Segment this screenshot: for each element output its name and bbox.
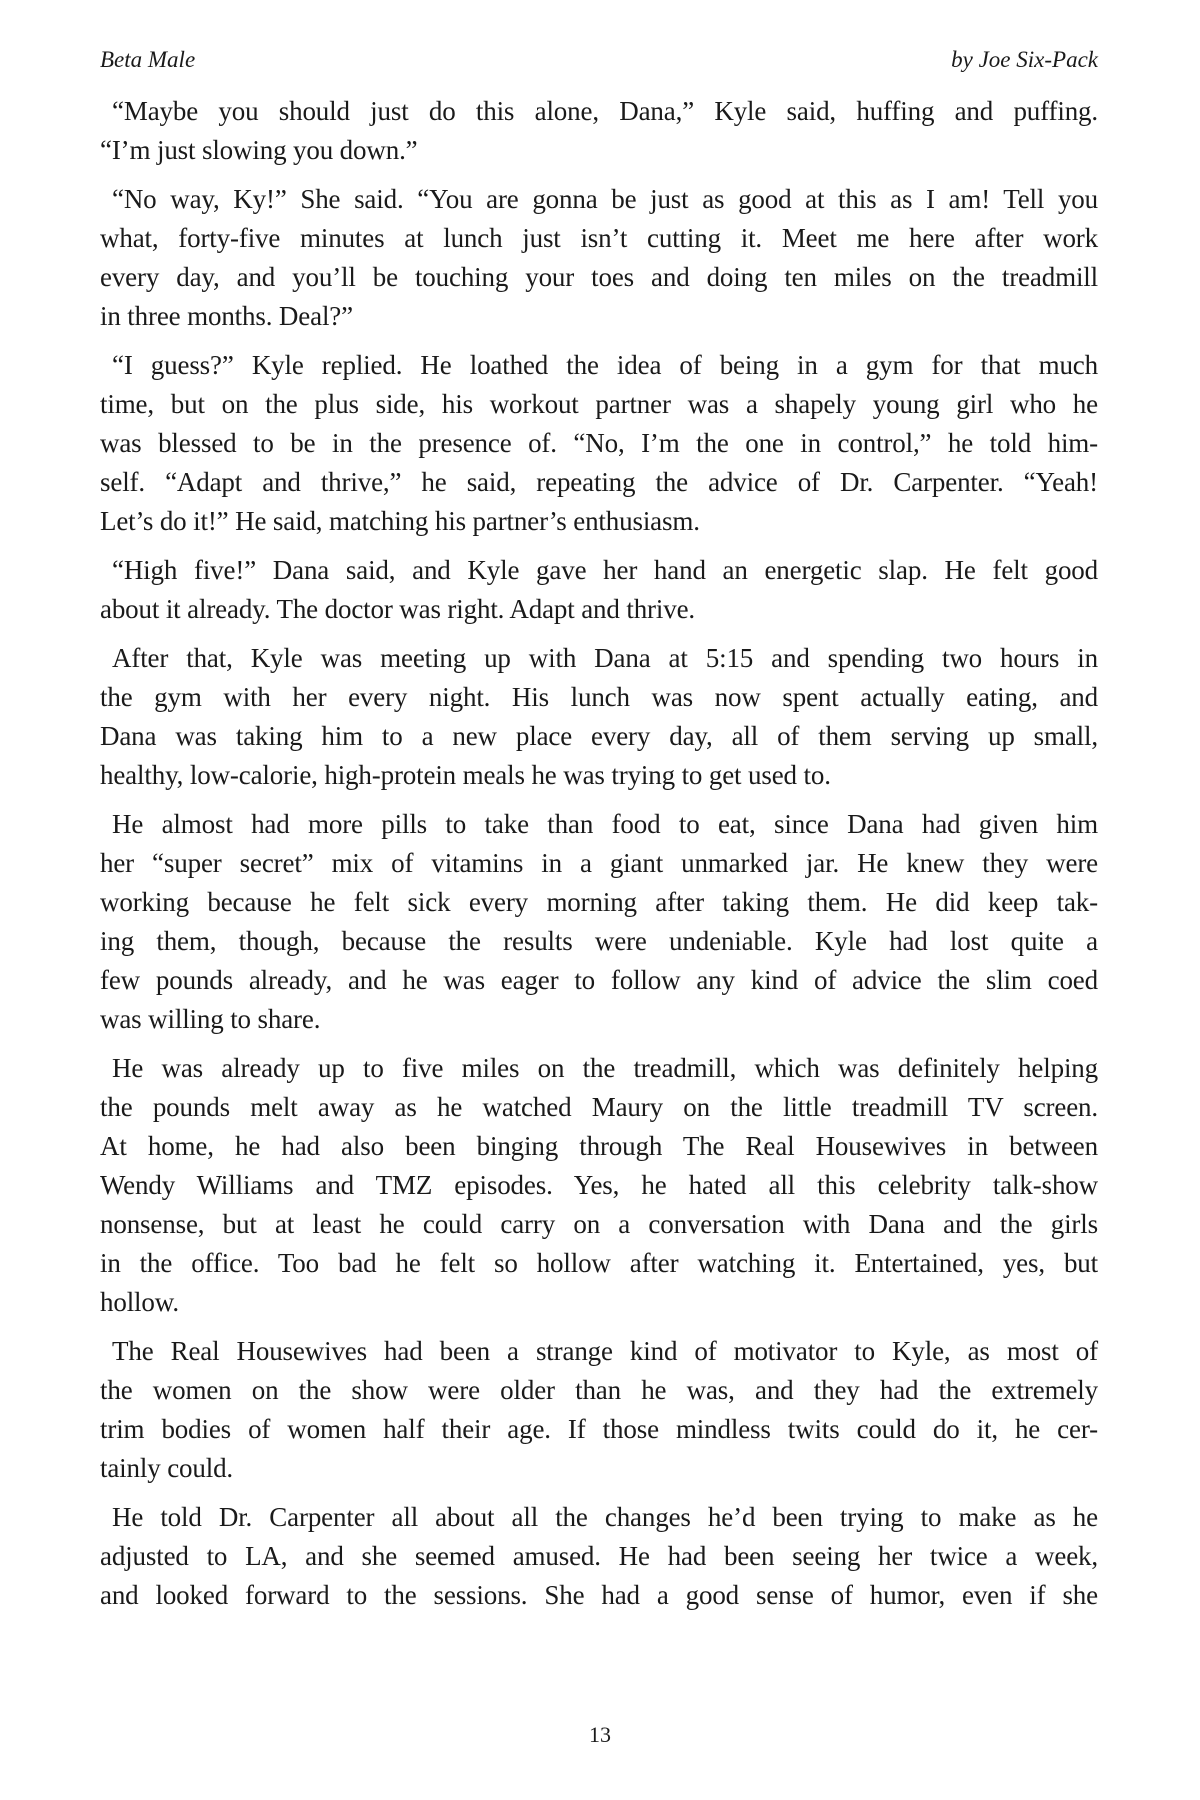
text-line: “High five!” Dana said, and Kyle gave her hand an energetic slap. He felt good <box>112 555 1098 585</box>
text-line: trim bodies of women half their age. If those mindless twits could do it, he cer- <box>100 1414 1098 1444</box>
text-line: “I guess?” Kyle replied. He loathed the idea of being in a gym for that much <box>112 350 1098 380</box>
paragraph <box>100 551 1098 629</box>
text-line: time, but on the plus side, his workout partner was a shapely young girl who he <box>100 389 1098 419</box>
text-line: healthy, low-calorie, high-protein meals he was trying to get used to. <box>100 760 831 790</box>
text-line: adjusted to LA, and she seemed amused. He had been seeing her twice a week, <box>100 1541 1098 1571</box>
page-number: 13 <box>589 1722 611 1747</box>
running-header <box>100 44 1098 76</box>
body-text <box>100 92 1098 1625</box>
text-line: He almost had more pills to take than food to eat, since Dana had given him <box>112 809 1098 839</box>
text-line: about it already. The doctor was right. Adapt and thrive. <box>100 594 696 624</box>
text-line: ing them, though, because the results were undeniable. Kyle had lost quite a <box>100 926 1098 956</box>
paragraph <box>100 180 1098 336</box>
text-line: the pounds melt away as he watched Maury on the little treadmill TV screen. <box>100 1092 1098 1122</box>
book-title: Beta Male <box>100 47 196 72</box>
paragraph <box>100 92 1098 170</box>
author-name: by Joe Six-Pack <box>951 47 1098 72</box>
text-line: Wendy Williams and TMZ episodes. Yes, he hated all this celebrity talk-show <box>100 1170 1098 1200</box>
text-line: was willing to share. <box>100 1004 321 1034</box>
paragraph <box>100 1049 1098 1322</box>
text-line: working because he felt sick every morning after taking them. He did keep tak- <box>100 887 1098 917</box>
text-line: At home, he had also been binging through The Real Housewives in between <box>100 1131 1098 1161</box>
text-line: every day, and you’ll be touching your toes and doing ten miles on the treadmill <box>100 262 1098 292</box>
text-line: was blessed to be in the presence of. “No, I’m the one in control,” he told him- <box>100 428 1098 458</box>
paragraph <box>100 1332 1098 1488</box>
text-line: her “super secret” mix of vitamins in a giant unmarked jar. He knew they were <box>100 848 1098 878</box>
text-line: After that, Kyle was meeting up with Dana at 5:15 and spending two hours in <box>112 643 1098 673</box>
text-line: Let’s do it!” He said, matching his partner’s enthusiasm. <box>100 506 700 536</box>
text-line: He told Dr. Carpenter all about all the changes he’d been trying to make as he <box>112 1502 1098 1532</box>
text-line: few pounds already, and he was eager to follow any kind of advice the slim coed <box>100 965 1098 995</box>
text-line: nonsense, but at least he could carry on a conversation with Dana and the girls <box>100 1209 1098 1239</box>
text-line: in the office. Too bad he felt so hollow after watching it. Entertained, yes, but <box>100 1248 1098 1278</box>
text-line: the gym with her every night. His lunch was now spent actually eating, and <box>100 682 1098 712</box>
text-line: “I’m just slowing you down.” <box>100 135 418 165</box>
paragraph <box>100 639 1098 795</box>
text-line: “No way, Ky!” She said. “You are gonna be just as good at this as I am! Tell you <box>112 184 1098 214</box>
text-line: hollow. <box>100 1287 179 1317</box>
text-line: self. “Adapt and thrive,” he said, repeating the advice of Dr. Carpenter. “Yeah! <box>100 467 1098 497</box>
text-line: in three months. Deal?” <box>100 301 353 331</box>
paragraph <box>100 1498 1098 1615</box>
text-line: He was already up to five miles on the treadmill, which was definitely helping <box>112 1053 1098 1083</box>
text-line: what, forty-five minutes at lunch just isn’t cutting it. Meet me here after work <box>100 223 1098 253</box>
text-line: The Real Housewives had been a strange kind of motivator to Kyle, as most of <box>112 1336 1098 1366</box>
text-line: tainly could. <box>100 1453 234 1483</box>
text-line: “Maybe you should just do this alone, Dana,” Kyle said, huffing and puffing. <box>112 96 1098 126</box>
text-line: Dana was taking him to a new place every day, all of them serving up small, <box>100 721 1098 751</box>
text-line: and looked forward to the sessions. She had a good sense of humor, even if she <box>100 1580 1098 1610</box>
paragraph <box>100 346 1098 541</box>
paragraph <box>100 805 1098 1039</box>
text-line: the women on the show were older than he was, and they had the extremely <box>100 1375 1098 1405</box>
